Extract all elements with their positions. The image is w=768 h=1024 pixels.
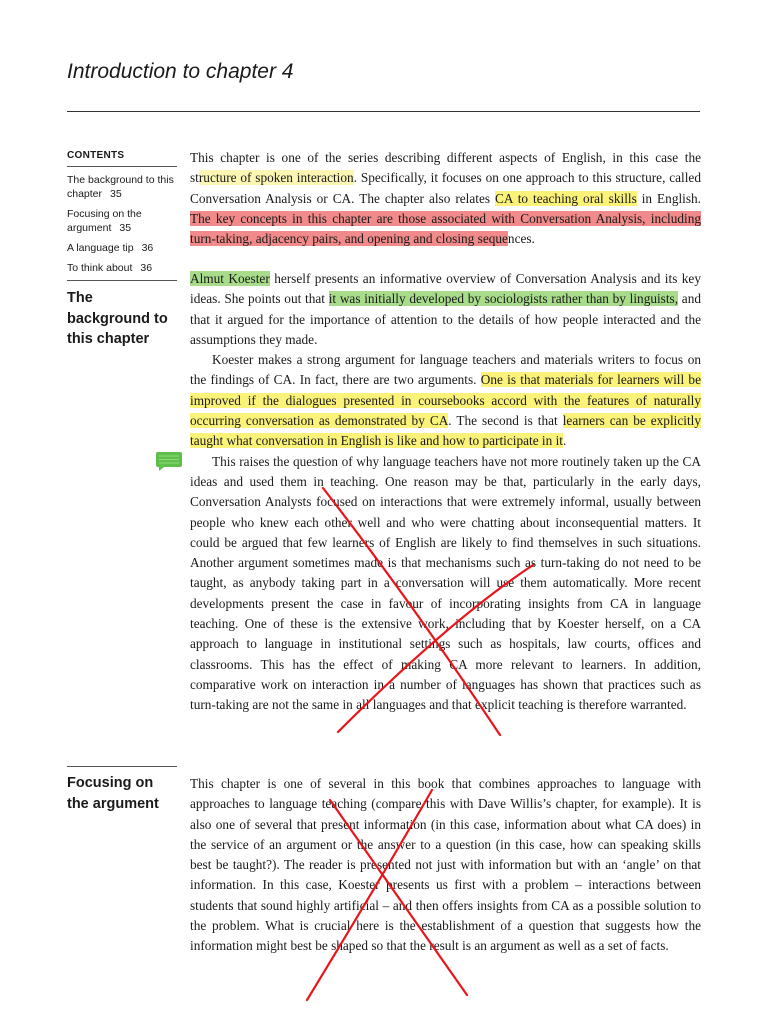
section-argument-body [190,774,701,957]
page-title: Introduction to chapter 4 [67,60,294,83]
highlight-yellow[interactable]: ructure of spoken interaction [198,170,354,186]
section-rule [67,766,177,767]
section-background-body [190,269,701,716]
contents-box [67,150,177,281]
contents-item-label: A language tip [67,242,134,254]
text: This chapter is one of the series describing different aspects of English, in this case the st [190,150,701,186]
contents-item-think-about[interactable] [67,261,177,275]
contents-item-page: 36 [140,262,153,274]
highlight-green[interactable]: Almut Koester [190,271,270,286]
text: . The second is that [448,413,563,429]
text: in English. [636,190,701,206]
paragraph-argument: This chapter is one of several in this book that combines approaches to language with approaches to language teaching (compare this with Dave Willis’s chapter, for example). It is also one of several that present information (in this case, information about what CA does) in the service of an argument or the answer to a question (in this case, how can speaking skills best be taught?). The reader is presented not just with information but with an ‘angle’ on that information. In this case, Koester presents us first with a problem – interactions between students that sound highly artificial – and then offers insights from CA as a possible solution to the problem. What is crucial here is the establishment of a question that suggests how the information might best be shaped so that the result is an argument as well as a set of facts. [190,776,701,954]
text: nces. [507,231,535,247]
text: herself presents an informative overview of Conversation Analysis and its key ideas. She points out that [190,271,701,307]
contents-item-page: 36 [141,242,154,254]
highlight-yellow[interactable]: learners can be explicitly taught what conversation in English is like and how to participate in it [190,413,701,449]
contents-item-label: Focusing on the argument [67,208,142,234]
contents-heading: CONTENTS [67,150,177,167]
highlight-red[interactable]: The key concepts in this chapter are those associated with Conversation Analysis, including turn-taking, adjacency pairs, and opening and closing seque [190,210,701,247]
speech-bubble-note-icon[interactable] [155,451,183,471]
highlight-yellow[interactable]: One is that materials for learners will be improved if the dialogues presented in coursebooks accord with the features of naturally occurring conversation as demonstrated by CA [190,372,701,429]
section-rule [67,280,177,281]
highlight-green[interactable]: it was initially developed by sociologists rather than by linguists, [328,291,679,307]
highlight-yellow[interactable]: CA to teaching oral skills [495,190,637,206]
title-rule [67,111,700,112]
section-heading-background: The background to this chapter [67,290,168,347]
section-heading-argument: Focusing on the argument [67,775,159,812]
paragraph-question: This raises the question of why language teachers have not more routinely taken up the CA ideas and used them in teaching. One reason may be that, particularly in the early days, Conversation Analysts focused on interactions that were extremely informal, usually between people who knew each other well and who were chatting about inconsequential matters. It could be argued that few learners of English are likely to find themselves in such situations. Another argument sometimes made is that mechanisms such as turn-taking do not need to be taught, as anybody taking part in a conversation will use them automatically. More recent developments present the case in favour of incorporating insights from CA in language teaching. One of these is the extensive work, including that by Koester herself, on a CA approach to language in institutional settings such as hospitals, law courts, offices and classrooms. This has the effect of making CA more relevant to learners. In addition, comparative work on interaction in a number of languages has shown that practices such as turn-taking are not the same in all languages and that explicit teaching is therefore warranted. [190,453,701,713]
text: and that it argued for the importance of attention to the details of how people interacted and the assumptions they made. [190,291,701,347]
contents-item-page: 35 [119,222,132,234]
paragraph-intro [190,148,701,249]
contents-item-page: 35 [110,188,122,200]
contents-item-label: The background to this chapter [67,174,174,200]
contents-item-language-tip[interactable] [67,241,177,255]
contents-item-argument[interactable] [67,207,177,235]
contents-item-background[interactable] [67,173,177,201]
contents-item-label: To think about [67,262,133,274]
text: . [562,433,567,449]
text: Koester makes a strong argument for language teachers and materials writers to focus on the findings of CA. In fact, there are two arguments. [190,352,701,388]
text: . Specifically, it focuses on one approach to this structure, called Conversation Analysis or CA. The chapter also relates [190,170,701,206]
